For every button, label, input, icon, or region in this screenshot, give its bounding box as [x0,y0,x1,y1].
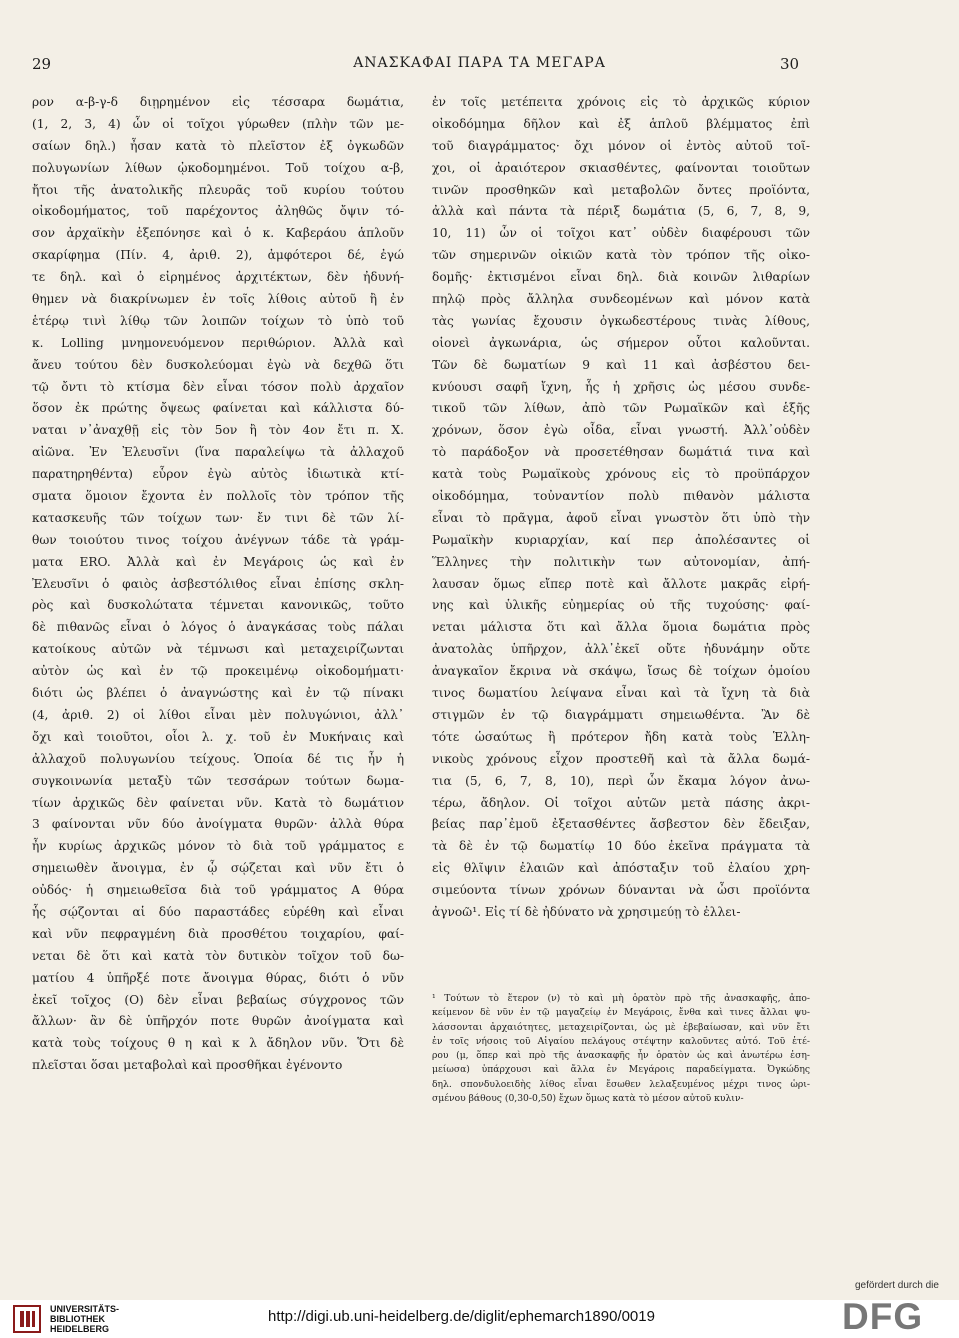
running-header [0,55,959,79]
text-line: σιμεύοντα τίνων χρόνων δύνανται νὰ ὦσι προϊόντα [432,883,810,898]
text-line: στιγμῶν ἐν τῷ διαγράμματι σημειωθέντα. Ἂν δὲ [432,707,810,722]
text-line: ἐν τοῖς νήσοις τοῦ Αἰγαίου πελάγους στέψτην καλοῦντες αὐτό. Τοῦ ἑτέ- [432,1035,810,1047]
text-line: κ. Lolling μνημονευόμενον περιθώριον. Ἀλλὰ καὶ [32,335,404,350]
text-line: σον ἀρχαϊκὴν ἐξεπόνησε καὶ ὁ κ. Καβεράου ἁπλοῦν [32,226,404,241]
page-number-right: 30 [780,55,800,73]
text-line: συγκοινωνία μεταξὺ τῶν τεσσάρων τούτων δωμα- [32,773,404,788]
text-line: οὐδός· ἡ σημειωθεῖσα διὰ τοῦ γράμματος Α θύρα [32,883,404,898]
text-line: ἤτοι τῆς ἀνατολικῆς πλευρᾶς τοῦ κυρίου τούτου [32,182,404,197]
text-line: κατὰ τοὺς Ρωμαϊκοὺς χρόνους εἰς τὸ προϋπάρχον [432,467,810,482]
text-line: κείμενον δὲ νῦν ἐν τῷ μαγαζείῳ ἐν Μεγάροις, ἔνθα καὶ τινες ἄλλαι ψυ- [432,1007,810,1019]
text-line: καὶ νῦν πεφραγμένη διὰ προσθέτου τοιχαρίου, φαί- [32,926,404,941]
text-line: αἰῶνα. Ἐν Ἐλευσῖνι (ἵνα παραλείψω τὰ ἀλλαχοῦ [32,445,404,460]
text-line: οἰκοδόμημα δῆλον καὶ ἐξ ἁπλοῦ βλέμματος ἐπὶ [432,116,810,131]
text-line: Ρωμαϊκὴν κυριαρχίαν, καί περ ἀπολέσαντες οἱ [432,532,810,547]
text-line: 10, 11) ὧν οἱ τοῖχοι κατ᾽ οὐδὲν διαφέρουσι τῶν [432,226,810,241]
dfg-logo: DFG [842,1296,924,1337]
text-line: ρου (μ, ὅπερ καὶ πρὸ τῆς ἀνασκαφῆς ἦν ὁρατὸν ὡς καὶ ἀνωτέρω ἐση- [432,1050,810,1062]
text-line: σημειωθὲν ἄνοιγμα, ἐν ᾧ σῴζεται καὶ νῦν ἔτι ὁ [32,861,404,876]
text-line: τῶν σημερινῶν οἰκιῶν κατὰ τὸν τρόπον τῆς οἰκο- [432,248,810,263]
text-line: πλεῖσται ὅσαι μεταβολαὶ καὶ προσθῆκαι ἐγένοντο [32,1058,343,1073]
text-line: ἐν τοῖς μετέπειτα χρόνοις εἰς τὸ ἀρχικῶς κύριον [432,95,810,109]
text-line: ἀναγκαῖον ἔκρινα νὰ σκάψω, ἴσως δὲ τοίχων ὁμοίου [432,664,810,679]
text-line: σαίων δηλ.) ἦσαν κατὰ τὸ πλεῖστον ἐξ ὀγκωδῶν [32,138,404,153]
text-line: τὰ δὲ ἐν τῷ δωματίῳ 10 δύο ἐκεῖνα πράγματα τὰ [432,839,810,854]
library-name-line: HEIDELBERG [50,1324,110,1334]
text-line: τινῶν προσθηκῶν καὶ μεταβολῶν ὄντες προϊόντα, [432,182,810,197]
text-line: ὅσον ἐκ πρώτης ὄψεως φαίνεται καὶ κάλλιστα δύ- [32,401,404,416]
text-line: πηλῷ πρὸς ἄλληλα συνδεομένων καὶ μόνον κατὰ [432,292,810,307]
text-line: κατὰ τοὺς τοίχους θ η καὶ κ λ ἄδηλον νῦν. Ὅτι δὲ [32,1036,404,1051]
text-line: Ἕλληνες τὴν πολιτικὴν των αὐτονομίαν, ἀπή- [432,554,810,569]
page-number-left: 29 [32,55,52,73]
text-line: οἱονεὶ ἀγκωνάρια, ὡς σήμερον οὗτοι καλοῦνται. [432,335,810,350]
text-line: τότε ὡσαύτως ἢ πρότερον ἤδη κατὰ τοὺς Ἑλλη- [432,729,810,744]
text-line: τοῦ διαγράμματος· ὄχι μόνον οἱ ἐντὸς αὐτοῦ τοῖ- [432,138,810,153]
text-line: παρατηρηθέντα) εὗρον ἐγὼ αὐτὸς ἰδιωτικὰ κτί- [32,467,404,482]
text-line: θων τοιούτου τινος τοίχου ἀνέγνων τάδε τὰ γράμ- [32,532,404,547]
text-line: Τῶν δὲ δωματίων 9 καὶ 11 καὶ ἀσβέστου δει- [432,357,810,372]
text-line: λάσσονται ἀρχαιότητες, μεταχειρίζονται, ὡς μὲ ἐβεβαίωσαν, καὶ νῦν ἔτι [432,1021,810,1033]
text-line: μείωσα) ὑπάρχουσι καὶ ἄλλα ἐν Μεγάροις παραδείγματα. Ὀγκώδης [432,1064,810,1076]
text-line: ρον α-β-γ-δ διῃρημένον εἰς τέσσαρα δωμάτια, [32,95,404,109]
text-line: σκαρίφημα (Πίν. 4, ἀριθ. 2), ἀμφότεροι δέ, ἐγώ [32,248,404,263]
text-line: τε δηλ. καὶ ὁ εἰρημένος ἀρχιτέκτων, δὲν ἠδυνή- [32,270,404,285]
library-name-line: BIBLIOTHEK [50,1314,105,1324]
permalink[interactable]: http://digi.ub.uni-heidelberg.de/diglit/ephemarch1890/0019 [268,1308,655,1325]
text-line: ἄνευ τούτου δὲν δυσκολεύομαι ἐγὼ νὰ δεχθῶ ὅτι [32,357,404,372]
text-line: κατασκευῆς τῶν τοίχων των· ἔν τινι δὲ τῶν λί- [32,510,404,525]
text-line: ὄχι καὶ τοιοῦτοι, οἷοι λ. χ. τοῦ ἐν Μυκήναις καὶ [32,729,404,744]
text-line: 3 φαίνονται νῦν δύο ἀνοίγματα θυρῶν· ἀλλὰ θύρα [32,817,404,832]
left-text-column [32,92,404,1077]
viewer-footer [0,1280,959,1338]
text-line: πολυγωνίων λίθων ᾠκοδομημένοι. Τοῦ τοίχου α-β, [32,160,404,175]
text-line: τικοῦ τῶν λίθων, ἀπὸ τῶν Ρωμαϊκῶν καὶ ἑξῆς [432,401,810,416]
library-logo-icon [12,1304,42,1334]
text-line: χρόνων, ὅσον ἐγὼ οἶδα, εἶναι γνωστή. Ἀλλ᾽οὐδὲν [432,423,810,438]
text-line: κατοίκους αὐτῶν νὰ τέμνωσι καὶ μεταχειρίζωνται [32,642,404,657]
right-text-column [432,92,810,924]
text-line: τίων ἀρχικῶς δὲν φαίνεται νῦν. Κατὰ τὸ δωμάτιον [32,795,404,810]
text-line: τῷ ὄντι τὸ κτίσμα δὲν εἶναι τόσον πολὺ ἀρχαῖον [32,379,404,394]
footnote [432,992,810,1106]
text-line: σματα ὅμοιον ἔχοντα ἐν πολλοῖς τὸν τρόπον τῆς [32,489,404,504]
text-line: ναται ν᾽ἀναχθῇ εἰς τὸν 5ον ἢ τὸν 4ον ἔτι π. Χ. [32,423,404,438]
text-line: ἀλλαχοῦ πολυγωνίου τείχους. Ὁποία δέ τις ἦν ἡ [32,751,404,766]
running-title: ΑΝΑΣΚΑΦΑΙ ΠΑΡΑ ΤΑ ΜΕΓΑΡΑ [353,55,606,71]
text-line: Ἐλευσῖνι ὁ φαιὸς ἀσβεστόλιθος εἶναι ἐπίσης σκλη- [32,576,404,591]
text-line: δὲ πιθανῶς εἶναι ὁ λόγος ὁ ἀναγκάσας τοὺς πάλαι [32,620,404,635]
text-line: νης καὶ ὑλικῆς εὐημερίας οὐ τῆς τυχούσης· φαί- [432,598,810,613]
text-line: βείας παρ᾽ἐμοῦ ἐξετασθέντες ἄσβεστον δὲν ἔδειξαν, [432,817,810,832]
text-line: τὰς γωνίας ἔχουσιν ὀγκωδεστέρους τινὰς λίθους, [432,313,810,328]
text-line: κνύουσι σαφῆ ἴχνη, ἧς ἡ χρῆσις ὡς μέσου συνδε- [432,379,810,394]
text-line: ρὸς καὶ δυσκολώτατα τέμνεται κανονικῶς, τοῦτο [32,598,404,613]
text-line: ἧς σῴζονται αἱ δύο παραστάδες εὑρέθη καὶ εἶναι [32,904,404,919]
funding-label: gefördert durch die [855,1280,939,1291]
text-line: θημεν νὰ διακρίνωμεν ἐν τοῖς λίθοις αὐτοῦ ἢ ἐν [32,292,404,307]
text-line: τια (5, 6, 7, 8, 10), περὶ ὧν ἔκαμα λόγον ἀνω- [432,773,810,788]
text-line: ἀλλὰ καὶ πάντα τὰ πέριξ δωμάτια (5, 6, 7, 8, 9, [432,204,810,219]
text-line: (4, ἀριθ. 2) οἱ λίθοι εἶναι μὲν πολυγώνιοι, ἀλλ᾽ [32,707,404,722]
text-line: λαυσαν ὅμως εἴπερ ποτὲ καὶ ἄλλοτε μακρᾶς εἰρή- [432,576,810,591]
text-line: νεται μάλιστα ὅτι καὶ ἄλλα ὅμοια δωμάτια πρὸς [432,620,810,635]
text-line: ἄλλων· ἂν δὲ ὑπῆρχόν ποτε θυρῶν ἀνοίγματα καὶ [32,1014,404,1029]
text-line: αὐτὸν ὡς καὶ ἐν τῷ προκειμένῳ οἰκοδομήματι· [32,664,404,679]
text-line: χοι, οἱ ἀραιότερον σκιασθέντες, φαίνονται τοιοῦτων [432,160,810,175]
text-line: ἦν κυρίως ἀρχικῶς μόνον τὸ διὰ τοῦ γράμματος ε [32,839,404,854]
text-line: εἶναι τὸ πρᾶγμα, ἀφοῦ εἶναι γνωστὸν ὅτι ὑπὸ τὴν [432,510,810,525]
text-line: νεται δὲ ὅτι καὶ κατὰ τὸν δυτικὸν τοῖχον τοῦ δω- [32,948,404,963]
text-line: ¹ Τούτων τὸ ἕτερον (ν) τὸ καὶ μὴ ὁρατὸν πρὸ τῆς ἀνασκαφῆς, ἀπο- [432,993,810,1004]
text-line: ματίου 4 ὑπῆρξέ ποτε ἄνοιγμα θύρας, διότι ὁ νῦν [32,970,404,985]
text-line: τὸ παράδοξον νὰ προσετέθησαν δωμάτιά τινα καὶ [432,445,810,460]
text-line: οἰκοδομήματος, τοῦ παρέχοντος ἀληθῶς ὄψιν τό- [32,204,404,219]
text-line: διότι ὡς βλέπει ὁ ἀναγνώστης καὶ ἐν τῷ πίνακι [32,686,404,701]
library-name-line: UNIVERSITÄTS- [50,1304,120,1314]
text-line: τινος δωματίου λείψανα εἶναι καὶ τὰ ἴχνη τὰ διὰ [432,686,810,701]
text-line: τέρω, ἄδηλον. Οἱ τοῖχοι αὐτῶν μετὰ πάσης ἀκρι- [432,795,810,810]
text-line: ματα ERO. Ἀλλὰ καὶ ἐν Μεγάροις ὡς καὶ ἐν [32,554,404,569]
text-line: δομῆς· ἐκτισμένοι εἶναι δηλ. διὰ κοινῶν λιθαρίων [432,270,810,285]
text-line: οἰκοδόμημα, τοὐναντίον πολὺ πιθανὸν μάλιστα [432,489,810,504]
text-line: (1, 2, 3, 4) ὧν οἱ τοῖχοι γύρωθεν (πλὴν τῶν με- [32,116,404,131]
text-line: ἀνατολὰς ὑπῆρχον, ἀλλ᾽ἐκεῖ οὔτε ἠδυνάμην οὔτε [432,642,810,657]
text-line: ἀγνοῶ¹. Εἰς τί δὲ ἠδύνατο νὰ χρησιμεύῃ τὸ ἐλλει- [432,904,741,919]
text-line: δηλ. σπονδυλοειδὴς λίθος εἶναι ἔσωθεν λελαξευμένος μέχρι τινος ὡρι- [432,1078,810,1090]
library-name [50,1304,119,1334]
text-line: ἐκεῖ τοῖχος (Ο) δὲν εἶναι βεβαίως σύγχρονος τῶν [32,992,404,1007]
text-line: σμένου βάθους (0,30-0,50) ἔχων ὅμως κατὰ τὸ μέσον αὐτοῦ κυλιν- [432,1093,744,1105]
text-line: εἰς θλῖψιν ἐλαιῶν καὶ ἀπόσταξιν τοῦ ἐλαίου χρη- [432,861,810,876]
text-line: ἑτέρῳ τινὶ λίθῳ τῶν λοιπῶν τοίχων τὸ ὑπὸ τοῦ [32,313,404,328]
text-line: νικοὺς χρόνους εἶχον προστεθῆ καὶ τὰ ἄλλα δωμά- [432,751,810,766]
